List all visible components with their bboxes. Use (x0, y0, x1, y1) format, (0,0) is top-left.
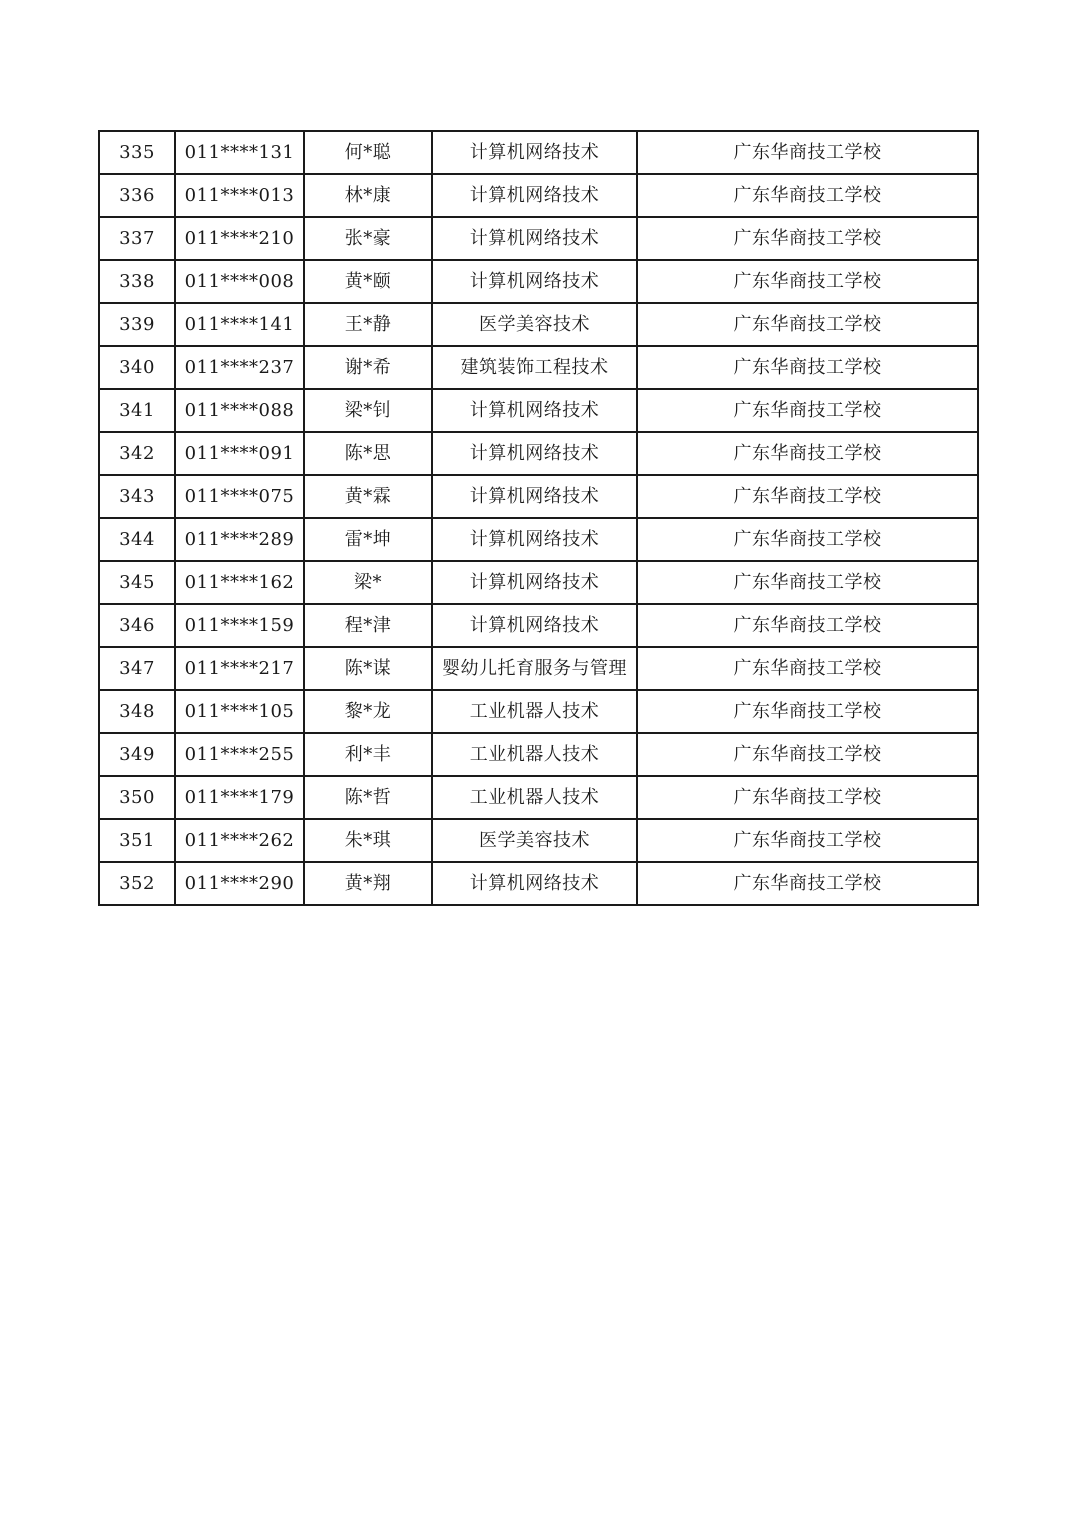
student-id-cell: 011****217 (175, 647, 304, 690)
table-row (99, 432, 978, 475)
school-cell: 广东华商技工学校 (637, 647, 978, 690)
student-name-cell: 陈*思 (304, 432, 432, 475)
student-name-cell: 雷*坤 (304, 518, 432, 561)
school-cell: 广东华商技工学校 (637, 303, 978, 346)
serial-number-cell: 342 (99, 432, 175, 475)
school-cell: 广东华商技工学校 (637, 432, 978, 475)
student-id-cell: 011****289 (175, 518, 304, 561)
table-row (99, 647, 978, 690)
student-name-cell: 黄*翔 (304, 862, 432, 905)
school-cell: 广东华商技工学校 (637, 690, 978, 733)
table-row (99, 776, 978, 819)
school-cell: 广东华商技工学校 (637, 733, 978, 776)
table-row (99, 518, 978, 561)
table-row (99, 819, 978, 862)
student-name-cell: 黎*龙 (304, 690, 432, 733)
serial-number-cell: 350 (99, 776, 175, 819)
school-cell: 广东华商技工学校 (637, 819, 978, 862)
table-row (99, 389, 978, 432)
student-name-cell: 朱*琪 (304, 819, 432, 862)
major-cell: 计算机网络技术 (432, 217, 637, 260)
student-name-cell: 张*豪 (304, 217, 432, 260)
student-id-cell: 011****237 (175, 346, 304, 389)
serial-number-cell: 339 (99, 303, 175, 346)
table-row (99, 561, 978, 604)
student-name-cell: 程*津 (304, 604, 432, 647)
school-cell: 广东华商技工学校 (637, 518, 978, 561)
table-row (99, 604, 978, 647)
student-id-cell: 011****255 (175, 733, 304, 776)
serial-number-cell: 335 (99, 131, 175, 174)
major-cell: 计算机网络技术 (432, 862, 637, 905)
student-name-cell: 谢*希 (304, 346, 432, 389)
student-id-cell: 011****008 (175, 260, 304, 303)
school-cell: 广东华商技工学校 (637, 862, 978, 905)
major-cell: 建筑装饰工程技术 (432, 346, 637, 389)
student-id-cell: 011****141 (175, 303, 304, 346)
student-id-cell: 011****013 (175, 174, 304, 217)
major-cell: 计算机网络技术 (432, 561, 637, 604)
major-cell: 计算机网络技术 (432, 432, 637, 475)
major-cell: 工业机器人技术 (432, 733, 637, 776)
major-cell: 计算机网络技术 (432, 389, 637, 432)
roster-table-container (98, 130, 977, 906)
major-cell: 工业机器人技术 (432, 690, 637, 733)
student-id-cell: 011****179 (175, 776, 304, 819)
serial-number-cell: 340 (99, 346, 175, 389)
school-cell: 广东华商技工学校 (637, 561, 978, 604)
serial-number-cell: 352 (99, 862, 175, 905)
student-id-cell: 011****262 (175, 819, 304, 862)
major-cell: 计算机网络技术 (432, 604, 637, 647)
student-name-cell: 利*丰 (304, 733, 432, 776)
school-cell: 广东华商技工学校 (637, 174, 978, 217)
school-cell: 广东华商技工学校 (637, 131, 978, 174)
serial-number-cell: 349 (99, 733, 175, 776)
major-cell: 医学美容技术 (432, 819, 637, 862)
major-cell: 计算机网络技术 (432, 174, 637, 217)
student-id-cell: 011****290 (175, 862, 304, 905)
student-id-cell: 011****091 (175, 432, 304, 475)
school-cell: 广东华商技工学校 (637, 475, 978, 518)
table-row (99, 733, 978, 776)
major-cell: 计算机网络技术 (432, 475, 637, 518)
table-row (99, 131, 978, 174)
table-row (99, 862, 978, 905)
table-row (99, 174, 978, 217)
student-id-cell: 011****210 (175, 217, 304, 260)
student-id-cell: 011****159 (175, 604, 304, 647)
serial-number-cell: 347 (99, 647, 175, 690)
table-row (99, 475, 978, 518)
student-name-cell: 黄*霖 (304, 475, 432, 518)
serial-number-cell: 345 (99, 561, 175, 604)
serial-number-cell: 341 (99, 389, 175, 432)
student-name-cell: 陈*哲 (304, 776, 432, 819)
student-name-cell: 梁*钊 (304, 389, 432, 432)
table-row (99, 346, 978, 389)
table-row (99, 690, 978, 733)
student-id-cell: 011****088 (175, 389, 304, 432)
roster-table-body (99, 131, 978, 905)
table-row (99, 260, 978, 303)
student-name-cell: 黄*颐 (304, 260, 432, 303)
student-id-cell: 011****105 (175, 690, 304, 733)
student-name-cell: 王*静 (304, 303, 432, 346)
school-cell: 广东华商技工学校 (637, 604, 978, 647)
major-cell: 医学美容技术 (432, 303, 637, 346)
serial-number-cell: 346 (99, 604, 175, 647)
serial-number-cell: 343 (99, 475, 175, 518)
major-cell: 婴幼儿托育服务与管理 (432, 647, 637, 690)
major-cell: 计算机网络技术 (432, 518, 637, 561)
school-cell: 广东华商技工学校 (637, 776, 978, 819)
school-cell: 广东华商技工学校 (637, 389, 978, 432)
major-cell: 计算机网络技术 (432, 131, 637, 174)
student-id-cell: 011****162 (175, 561, 304, 604)
student-name-cell: 梁* (304, 561, 432, 604)
school-cell: 广东华商技工学校 (637, 217, 978, 260)
student-id-cell: 011****075 (175, 475, 304, 518)
roster-table (98, 130, 979, 906)
major-cell: 工业机器人技术 (432, 776, 637, 819)
serial-number-cell: 348 (99, 690, 175, 733)
school-cell: 广东华商技工学校 (637, 260, 978, 303)
serial-number-cell: 351 (99, 819, 175, 862)
table-row (99, 217, 978, 260)
serial-number-cell: 337 (99, 217, 175, 260)
school-cell: 广东华商技工学校 (637, 346, 978, 389)
student-id-cell: 011****131 (175, 131, 304, 174)
serial-number-cell: 344 (99, 518, 175, 561)
table-row (99, 303, 978, 346)
student-name-cell: 林*康 (304, 174, 432, 217)
student-name-cell: 何*聪 (304, 131, 432, 174)
major-cell: 计算机网络技术 (432, 260, 637, 303)
serial-number-cell: 338 (99, 260, 175, 303)
serial-number-cell: 336 (99, 174, 175, 217)
student-name-cell: 陈*谋 (304, 647, 432, 690)
